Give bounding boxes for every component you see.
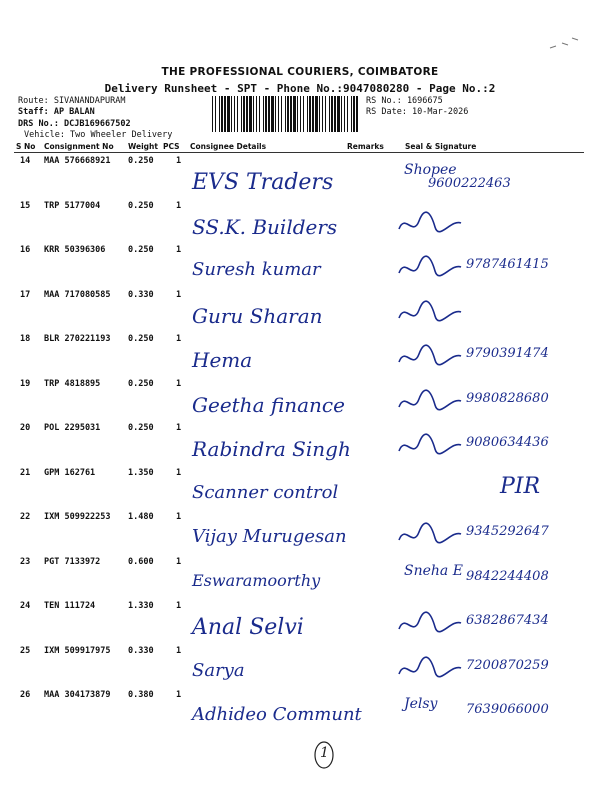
row-pcs: 1 (176, 423, 182, 433)
row-weight: 1.480 (128, 512, 154, 522)
barcode-bar (224, 96, 226, 132)
barcode (210, 96, 360, 132)
signature-stroke (399, 345, 461, 365)
handwritten-consignee: Vijay Murugesan (192, 526, 347, 547)
barcode-bar (212, 96, 213, 132)
signature-scribble (395, 209, 465, 239)
row-weight: 0.600 (128, 556, 154, 567)
row-sno: 22 (20, 512, 31, 522)
barcode-bar (241, 96, 242, 132)
barcode-bar (297, 96, 298, 132)
row-sno: 15 (20, 200, 31, 211)
handwritten-consignee: EVS Traders (192, 170, 334, 195)
barcode-bar (351, 96, 352, 132)
row-pcs: 1 (176, 645, 182, 656)
vehicle-label: Vehicle: Two Wheeler Delivery (24, 130, 173, 140)
barcode-bar (227, 96, 230, 132)
row-sno: 18 (20, 334, 31, 344)
barcode-bar (331, 96, 333, 132)
signature-scribble (395, 520, 465, 550)
barcode-bar (322, 96, 323, 132)
barcode-bar (334, 96, 336, 132)
row-consignment: TEN 111724 (44, 601, 96, 611)
barcode-bar (312, 96, 314, 132)
signature-stroke (399, 523, 461, 543)
row-sno: 19 (20, 378, 31, 389)
barcode-bar (293, 96, 296, 132)
signature-stroke (399, 301, 461, 321)
barcode-bar (341, 96, 342, 132)
signature-scribble (395, 387, 465, 417)
handwritten-signature: Sneha E (404, 562, 463, 579)
row-consignment: TRP 4818895 (44, 378, 101, 389)
handwritten-phone: 9980828680 (466, 390, 549, 406)
handwritten-consignee: Scanner control (192, 481, 339, 503)
handwritten-phone: 9600222463 (428, 176, 511, 191)
handwritten-phone: 7639066000 (466, 702, 549, 717)
barcode-bar (344, 96, 345, 132)
row-consignment: GPM 162761 (44, 467, 96, 478)
barcode-bar (231, 96, 232, 132)
col-signature: Seal & Signature (405, 142, 477, 151)
barcode-bar (275, 96, 276, 132)
barcode-bar (278, 96, 279, 132)
barcode-bar (215, 96, 216, 132)
handwritten-consignee: Eswaramoorthy (192, 570, 321, 590)
row-weight: 0.330 (128, 289, 154, 300)
row-pcs: 1 (176, 245, 182, 255)
signature-stroke (399, 212, 461, 232)
row-consignment: PGT 7133972 (44, 556, 101, 567)
signature-scribble (395, 654, 465, 684)
barcode-bar (281, 96, 282, 132)
barcode-bar (315, 96, 318, 132)
company-title: THE PROFESSIONAL COURIERS, COIMBATORE (161, 66, 439, 78)
row-pcs: 1 (176, 512, 182, 522)
signature-stroke (399, 256, 461, 276)
handwritten-phone: 6382867434 (466, 613, 549, 628)
barcode-bar (319, 96, 320, 132)
handwritten-consignee: Anal Selvi (192, 615, 304, 640)
handwritten-consignee: Suresh kumar (192, 259, 321, 280)
signature-stroke (399, 612, 461, 632)
row-weight: 0.330 (128, 645, 154, 656)
col-pcs: PCS (163, 142, 180, 151)
row-pcs: 1 (176, 156, 182, 166)
barcode-bar (253, 96, 254, 132)
row-weight: 0.380 (128, 690, 154, 700)
barcode-bar (268, 96, 270, 132)
route-label: Route: SIVANANDAPURAM (18, 96, 126, 106)
handwritten-consignee: Hema (192, 348, 253, 372)
barcode-bar (347, 96, 348, 132)
barcode-bar (259, 96, 260, 132)
row-pcs: 1 (176, 289, 182, 300)
row-sno: 20 (20, 423, 31, 433)
row-weight: 0.250 (128, 156, 154, 166)
signature-stroke (399, 390, 461, 410)
row-weight: 0.250 (128, 378, 154, 389)
barcode-bar (221, 96, 223, 132)
signature-scribble (395, 609, 465, 639)
barcode-bar (325, 96, 326, 132)
handwritten-signature: Shopee (404, 162, 457, 178)
signature-scribble (395, 342, 465, 372)
row-sno: 25 (20, 645, 31, 656)
handwritten-consignee: SS.K. Builders (192, 214, 338, 239)
row-weight: 0.250 (128, 245, 154, 255)
signature-stroke (399, 657, 461, 677)
row-pcs: 1 (176, 334, 182, 344)
col-weight: Weight (128, 142, 158, 151)
barcode-bar (329, 96, 330, 132)
row-pcs: 1 (176, 467, 182, 478)
handwritten-consignee: Adhideo Communt (192, 704, 362, 725)
barcode-bar (234, 96, 235, 132)
barcode-bar (256, 96, 257, 132)
scan-mark (548, 34, 582, 54)
barcode-bar (309, 96, 311, 132)
row-consignment: MAA 304173879 (44, 690, 111, 700)
barcode-bar (249, 96, 252, 132)
page-mark-number: 1 (320, 745, 329, 761)
barcode-bar (337, 96, 340, 132)
row-sno: 17 (20, 289, 31, 300)
row-consignment: POL 2295031 (44, 423, 101, 433)
barcode-bar (307, 96, 308, 132)
col-remarks: Remarks (347, 142, 384, 151)
row-weight: 1.350 (128, 467, 154, 478)
row-consignment: BLR 270221193 (44, 334, 111, 344)
rs-number: RS No.: 1696675 (366, 96, 443, 106)
row-weight: 1.330 (128, 601, 154, 611)
handwritten-phone: 9787461415 (466, 257, 549, 272)
header-rule (14, 152, 584, 153)
barcode-bar (285, 96, 286, 132)
barcode-bar (265, 96, 267, 132)
row-consignment: MAA 576668921 (44, 156, 111, 166)
row-weight: 0.250 (128, 200, 154, 211)
row-pcs: 1 (176, 690, 182, 700)
barcode-bar (263, 96, 264, 132)
row-consignment: TRP 5177004 (44, 200, 101, 211)
row-pcs: 1 (176, 378, 182, 389)
page-mark (312, 740, 336, 770)
row-consignment: IXM 509917975 (44, 645, 111, 656)
row-weight: 0.250 (128, 423, 154, 433)
barcode-bar (290, 96, 292, 132)
row-sno: 21 (20, 467, 31, 478)
barcode-bar (303, 96, 304, 132)
col-consignment: Consignment No (44, 142, 114, 151)
signature-stroke (399, 434, 461, 454)
row-pcs: 1 (176, 200, 182, 211)
row-sno: 16 (20, 245, 31, 255)
signature-scribble (395, 431, 465, 461)
col-sno: S No (16, 142, 36, 151)
row-consignment: IXM 509922253 (44, 512, 111, 522)
barcode-bar (237, 96, 238, 132)
handwritten-consignee: Geetha finance (192, 392, 345, 417)
barcode-bar (353, 96, 355, 132)
signature-scribble (395, 298, 465, 328)
handwritten-signature: PIR (500, 473, 541, 499)
runsheet-subtitle: Delivery Runsheet - SPT - Phone No.:9047080280 - Page No.:2 (104, 82, 496, 95)
barcode-bar (271, 96, 274, 132)
barcode-bar (243, 96, 245, 132)
handwritten-consignee: Rabindra Singh (192, 437, 351, 461)
signature-scribble (395, 253, 465, 283)
barcode-bar (300, 96, 301, 132)
row-sno: 23 (20, 556, 31, 567)
handwritten-phone: 9345292647 (466, 524, 549, 539)
row-weight: 0.250 (128, 334, 154, 344)
handwritten-consignee: Guru Sharan (192, 303, 323, 328)
rs-date: RS Date: 10-Mar-2026 (366, 107, 469, 117)
barcode-bar (356, 96, 358, 132)
row-consignment: KRR 50396306 (44, 245, 106, 255)
handwritten-phone: 9790391474 (466, 346, 549, 361)
staff-label: Staff: AP BALAN (18, 107, 95, 117)
handwritten-consignee: Sarya (192, 659, 245, 681)
drs-label: DRS No.: DCJB169667502 (18, 119, 131, 129)
row-sno: 14 (20, 156, 31, 166)
row-pcs: 1 (176, 601, 182, 611)
row-pcs: 1 (176, 556, 182, 567)
barcode-bar (287, 96, 289, 132)
barcode-bar (219, 96, 220, 132)
handwritten-signature: Jelsy (404, 696, 438, 712)
row-sno: 24 (20, 601, 31, 611)
row-sno: 26 (20, 690, 31, 700)
handwritten-phone: 9842244408 (466, 568, 549, 584)
handwritten-phone: 7200870259 (466, 657, 549, 673)
col-consignee: Consignee Details (190, 142, 267, 151)
handwritten-phone: 9080634436 (466, 435, 549, 450)
barcode-bar (246, 96, 248, 132)
row-consignment: MAA 717080585 (44, 289, 111, 300)
